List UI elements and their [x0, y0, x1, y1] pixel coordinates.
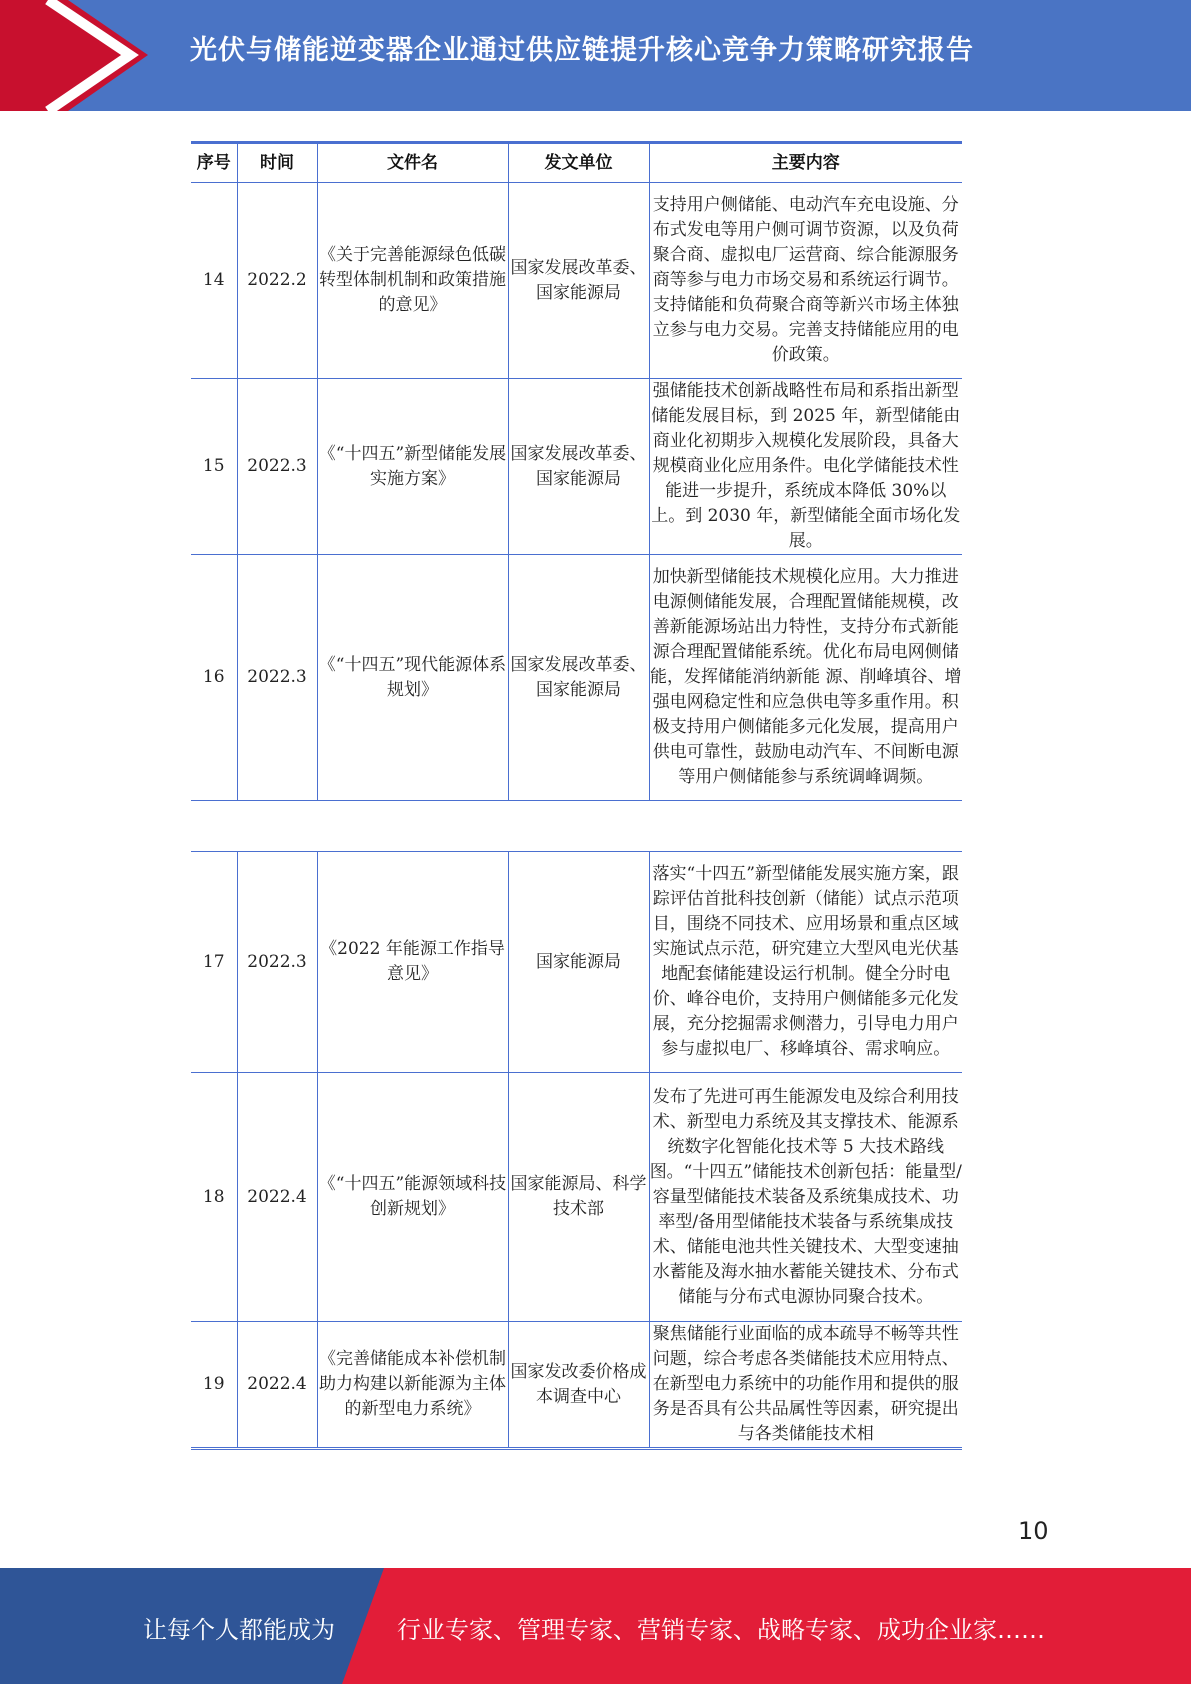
row-content: 发布了先进可再生能源发电及综合利用技术、新型电力系统及其支撑技术、能源系统数字化智能化技术等 5 大技术路线图。“十四五”储能技术创新包括：能量型/容量型储能技术装备及系统集成技术、功率型/备用型储能技术装备与系统集成技术、储能电池共性关键技术、大型变速抽水蓄能及海水抽水蓄能关键技术、分布式储能与分布式电源协同聚合技术。 — [649, 1073, 962, 1322]
table-header-row — [191, 143, 962, 183]
row-content: 落实“十四五”新型储能发展实施方案，跟踪评估首批科技创新（储能）试点示范项目，围绕不同技术、应用场景和重点区域实施试点示范，研究建立大型风电光伏基地配套储能建设运行机制。健全分时电价、峰谷电价，支持用户侧储能多元化发展，充分挖掘需求侧潜力，引导电力用户参与虚拟电厂、移峰填谷、需求响应。 — [649, 852, 962, 1073]
row-document-name: 《2022 年能源工作指导意见》 — [317, 852, 508, 1073]
column-header-date: 时间 — [237, 143, 317, 183]
row-number: 14 — [191, 183, 237, 379]
row-content: 聚焦储能行业面临的成本疏导不畅等共性问题，综合考虑各类储能技术应用特点、在新型电力系统中的功能作用和提供的服务是否具有公共品属性等因素，研究提出与各类储能技术相 — [649, 1322, 962, 1449]
column-header-issuer: 发文单位 — [508, 143, 649, 183]
table-row — [191, 1073, 962, 1322]
row-number: 18 — [191, 1073, 237, 1322]
table-row — [191, 379, 962, 555]
row-date: 2022.4 — [237, 1322, 317, 1449]
row-content: 加快新型储能技术规模化应用。大力推进电源侧储能发展，合理配置储能规模，改善新能源场站出力特性，支持分布式新能源合理配置储能系统。优化布局电网侧储能，发挥储能消纳新能 源、削峰填谷、增强电网稳定性和应急供电等多重作用。积极支持用户侧储能多元化发展，提高用户供电可靠性，鼓励电动汽车、不间断电源等用户侧储能参与系统调峰调频。 — [649, 555, 962, 801]
row-date: 2022.3 — [237, 555, 317, 801]
row-content: 支持用户侧储能、电动汽车充电设施、分布式发电等用户侧可调节资源，以及负荷聚合商、虚拟电厂运营商、综合能源服务商等参与电力市场交易和系统运行调节。支持储能和负荷聚合商等新兴市场主体独立参与电力交易。完善支持储能应用的电价政策。 — [649, 183, 962, 379]
table-row — [191, 183, 962, 379]
row-document-name: 《“十四五”现代能源体系规划》 — [317, 555, 508, 801]
row-number: 16 — [191, 555, 237, 801]
page-footer — [0, 1568, 1191, 1684]
column-header-content: 主要内容 — [649, 143, 962, 183]
row-document-name: 《关于完善能源绿色低碳转型体制机制和政策措施的意见》 — [317, 183, 508, 379]
row-content: 强储能技术创新战略性布局和系指出新型储能发展目标，到 2025 年，新型储能由商业化初期步入规模化发展阶段，具备大规模商业化应用条件。电化学储能技术性能进一步提升，系统成本降低 30%以上。到 2030 年，新型储能全面市场化发展。 — [649, 379, 962, 555]
report-title: 光伏与储能逆变器企业通过供应链提升核心竞争力策略研究报告 — [190, 35, 974, 66]
row-date: 2022.3 — [237, 379, 317, 555]
page-header — [0, 0, 1191, 111]
table-row — [191, 1322, 962, 1449]
row-issuer: 国家能源局、科学技术部 — [508, 1073, 649, 1322]
row-issuer: 国家发展改革委、国家能源局 — [508, 183, 649, 379]
row-document-name: 《“十四五”能源领域科技创新规划》 — [317, 1073, 508, 1322]
table-row — [191, 555, 962, 801]
header-arrow-decoration — [0, 0, 160, 111]
row-date: 2022.2 — [237, 183, 317, 379]
row-issuer: 国家能源局 — [508, 852, 649, 1073]
row-date: 2022.4 — [237, 1073, 317, 1322]
row-number: 19 — [191, 1322, 237, 1449]
row-number: 17 — [191, 852, 237, 1073]
row-document-name: 《“十四五”新型储能发展实施方案》 — [317, 379, 508, 555]
row-document-name: 《完善储能成本补偿机制助力构建以新能源为主体的新型电力系统》 — [317, 1322, 508, 1449]
column-header-doc-name: 文件名 — [317, 143, 508, 183]
row-issuer: 国家发展改革委、国家能源局 — [508, 379, 649, 555]
page-number: 10 — [1018, 1517, 1049, 1545]
table-row — [191, 852, 962, 1073]
policy-table-part-2 — [191, 851, 962, 1450]
row-date: 2022.3 — [237, 852, 317, 1073]
row-issuer: 国家发展改革委、国家能源局 — [508, 555, 649, 801]
footer-slogan-right: 行业专家、管理专家、营销专家、战略专家、成功企业家…… — [397, 1616, 1045, 1644]
row-number: 15 — [191, 379, 237, 555]
column-header-no: 序号 — [191, 143, 237, 183]
footer-slogan-left: 让每个人都能成为 — [143, 1616, 335, 1644]
policy-table-part-1 — [191, 141, 962, 801]
row-issuer: 国家发改委价格成本调查中心 — [508, 1322, 649, 1449]
